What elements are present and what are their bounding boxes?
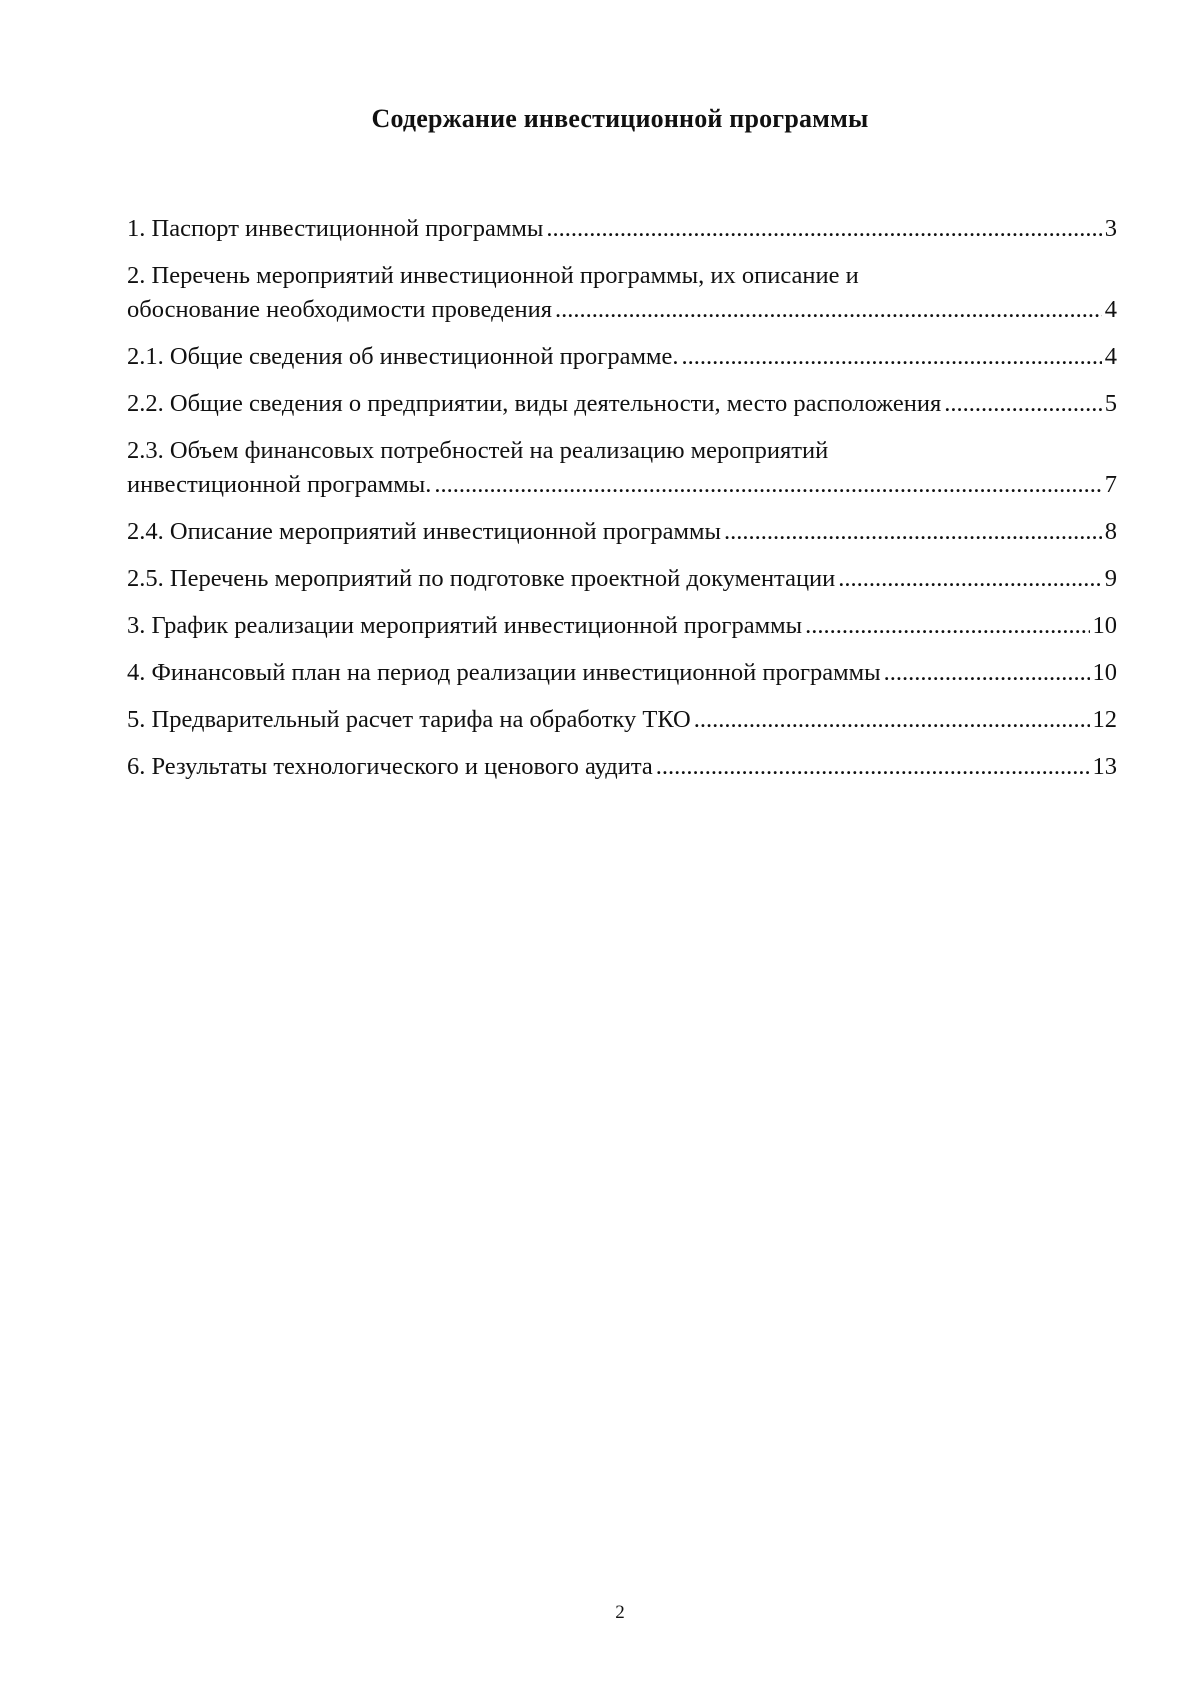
page-title: Содержание инвестиционной программы [371, 104, 869, 133]
toc-entry[interactable] [127, 259, 1117, 327]
toc-leader-dots [805, 609, 1089, 643]
toc-leader-dots [555, 293, 1102, 327]
toc-leader-dots [944, 387, 1102, 421]
toc-entry[interactable] [127, 515, 1117, 549]
toc-entry-text: инвестиционной программы. [127, 471, 432, 498]
toc-leader-dots [434, 468, 1101, 502]
toc-entry-text: 4. Финансовый план на период реализации инвестиционной программы [127, 659, 881, 686]
toc-leader-dots [838, 562, 1101, 596]
toc-entry[interactable] [127, 609, 1117, 643]
toc-page-number: 9 [1104, 565, 1117, 592]
toc-leader-dots [884, 656, 1090, 690]
toc-entry-text: 5. Предварительный расчет тарифа на обработку ТКО [127, 706, 691, 733]
toc-entry-text: 2. Перечень мероприятий инвестиционной программы, их описание и [127, 262, 859, 289]
toc-entry[interactable] [127, 656, 1117, 690]
toc-page-number: 10 [1092, 612, 1117, 639]
toc-leader-dots [656, 750, 1090, 784]
toc-entry[interactable] [127, 750, 1117, 784]
page-number: 2 [615, 1602, 625, 1623]
toc-page-number: 8 [1104, 518, 1117, 545]
toc-entry[interactable] [127, 562, 1117, 596]
toc-page-number: 4 [1104, 343, 1117, 370]
table-of-contents [127, 212, 1117, 797]
toc-page-number: 10 [1092, 659, 1117, 686]
toc-entry-text: 2.5. Перечень мероприятий по подготовке проектной документации [127, 565, 836, 592]
toc-entry-text: 2.1. Общие сведения об инвестиционной программе. [127, 343, 679, 370]
toc-entry[interactable] [127, 387, 1117, 421]
toc-entry-text: 1. Паспорт инвестиционной программы [127, 215, 544, 242]
toc-entry-text: обоснование необходимости проведения [127, 296, 552, 323]
toc-entry-text: 6. Результаты технологического и ценового аудита [127, 753, 653, 780]
toc-leader-dots [681, 340, 1101, 374]
toc-leader-dots [546, 212, 1101, 246]
toc-leader-dots [724, 515, 1102, 549]
toc-page-number: 5 [1104, 390, 1117, 417]
toc-entry[interactable] [127, 340, 1117, 374]
toc-page-number: 12 [1092, 706, 1117, 733]
toc-page-number: 4 [1104, 296, 1117, 323]
toc-page-number: 3 [1104, 215, 1117, 242]
toc-entry[interactable] [127, 434, 1117, 502]
toc-leader-dots [694, 703, 1090, 737]
toc-entry-text: 2.2. Общие сведения о предприятии, виды деятельности, место расположения [127, 390, 942, 417]
toc-entry[interactable] [127, 703, 1117, 737]
toc-page-number: 13 [1092, 753, 1117, 780]
toc-entry-text: 2.4. Описание мероприятий инвестиционной программы [127, 518, 721, 545]
toc-page-number: 7 [1104, 471, 1117, 498]
toc-entry-text: 2.3. Объем финансовых потребностей на реализацию мероприятий [127, 437, 829, 464]
toc-entry-text: 3. График реализации мероприятий инвестиционной программы [127, 612, 803, 639]
toc-entry[interactable] [127, 212, 1117, 246]
